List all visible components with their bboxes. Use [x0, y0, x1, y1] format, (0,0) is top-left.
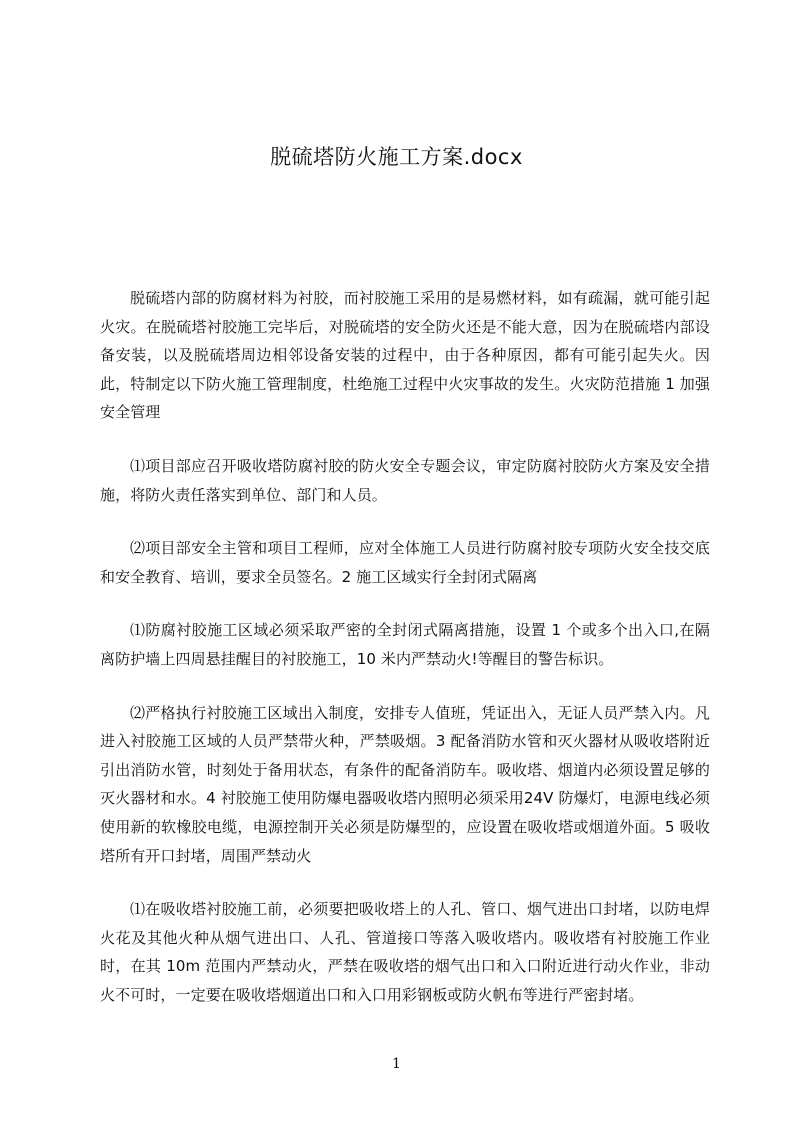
paragraph-1-2: ⑵项目部安全主管和项目工程师，应对全体施工人员进行防腐衬胶专项防火安全技交底和安全教育、培训，要求全员签名。2 施工区域实行全封闭式隔离	[100, 539, 710, 586]
paragraph-intro: 脱硫塔内部的防腐材料为衬胶，而衬胶施工采用的是易燃材料，如有疏漏，就可能引起火灾。在脱硫塔衬胶施工完毕后，对脱硫塔的安全防火还是不能大意，因为在脱硫塔内部设备安装，以及脱硫塔周边相邻设备安装的过程中，由于各种原因，都有可能引起失火。因此，特制定以下防火施工管理制度，杜绝施工过程中火灾事故的发生。火灾防范措施 1 加强安全管理	[100, 289, 710, 422]
paragraph-2-1: ⑴防腐衬胶施工区域必须采取严密的全封闭式隔离措施，设置 1 个或多个出入口,在隔离防护墙上四周悬挂醒目的衬胶施工，10 米内严禁动火!等醒目的警告标识。	[100, 621, 710, 668]
page-number: 1	[392, 1056, 401, 1072]
paragraph-5-1: ⑴在吸收塔衬胶施工前，必须要把吸收塔上的人孔、管口、烟气进出口封堵，以防电焊火花及其他火种从烟气进出口、人孔、管道接口等落入吸收塔内。吸收塔有衬胶施工作业时，在其 10m 范围内严禁动火，严禁在吸收塔的烟气出口和入口附近进行动火作业，非动火不可时，一定要在吸收塔烟道出口和入口用彩钢板或防火帆布等进行严密封堵。	[100, 900, 710, 1004]
document-body	[100, 284, 710, 1034]
paragraph-2-2: ⑵严格执行衬胶施工区域出入制度，安排专人值班，凭证出入，无证人员严禁入内。凡进入衬胶施工区域的人员严禁带火种，严禁吸烟。3 配备消防水管和灭火器材从吸收塔附近引出消防水管，时刻处于备用状态，有条件的配备消防车。吸收塔、烟道内必须设置足够的灭火器材和水。4 衬胶施工使用防爆电器吸收塔内照明必须采用24V 防爆灯，电源电线必须使用新的软橡胶电缆，电源控制开关必须是防爆型的，应设置在吸收塔或烟道外面。5 吸收塔所有开口封堵，周围严禁动火	[100, 703, 710, 865]
paragraph-1-1: ⑴项目部应召开吸收塔防腐衬胶的防火安全专题会议，审定防腐衬胶防火方案及安全措施，将防火责任落实到单位、部门和人员。	[100, 456, 710, 504]
document-title: 脱硫塔防火施工方案.docx	[270, 145, 523, 169]
